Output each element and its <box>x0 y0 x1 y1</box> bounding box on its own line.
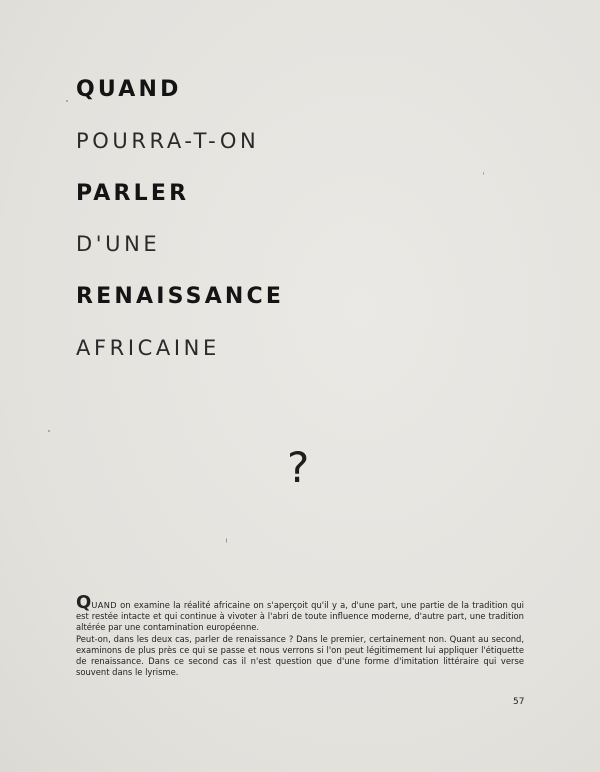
paper-speck <box>226 538 227 543</box>
lead-in-caps: UAND <box>91 600 117 610</box>
title-word-parler: PARLER <box>76 181 190 206</box>
title-word-quand: QUAND <box>76 77 182 102</box>
title-word-africaine: AFRICAINE <box>76 336 220 360</box>
title-word-renaissance: RENAISSANCE <box>76 284 285 309</box>
drop-cap-letter: Q <box>76 592 92 613</box>
page-number: 57 <box>513 697 525 707</box>
article-body <box>76 592 524 678</box>
title-word-d-une: D'UNE <box>76 232 161 256</box>
article-paragraph-1 <box>76 592 524 634</box>
paper-speck <box>66 100 68 102</box>
paper-speck <box>48 430 50 432</box>
article-paragraph-2: Peut-on, dans les deux cas, parler de renaissance ? Dans le premier, certainement non. Quant au second, examinons de plus près ce qui se passe et nous verrons si l'on peut légitimement lui appliquer l'étiquette de renaissance. Dans ce second cas il n'est question que d'une forme d'imitation littéraire qui verse souvent dans le lyrisme. <box>76 633 524 678</box>
title-word-pourra-t-on: POURRA-T-ON <box>76 129 260 153</box>
title-question-mark: ? <box>287 443 310 492</box>
paragraph-1-text: on examine la réalité africaine on s'aperçoit qu'il y a, d'une part, une partie de la tradition qui est restée intacte et qui continue à vivoter à l'abri de toute influence moderne, d'autre part, une tradition altérée par une contamination européenne. <box>76 600 524 633</box>
paper-speck <box>483 172 484 175</box>
